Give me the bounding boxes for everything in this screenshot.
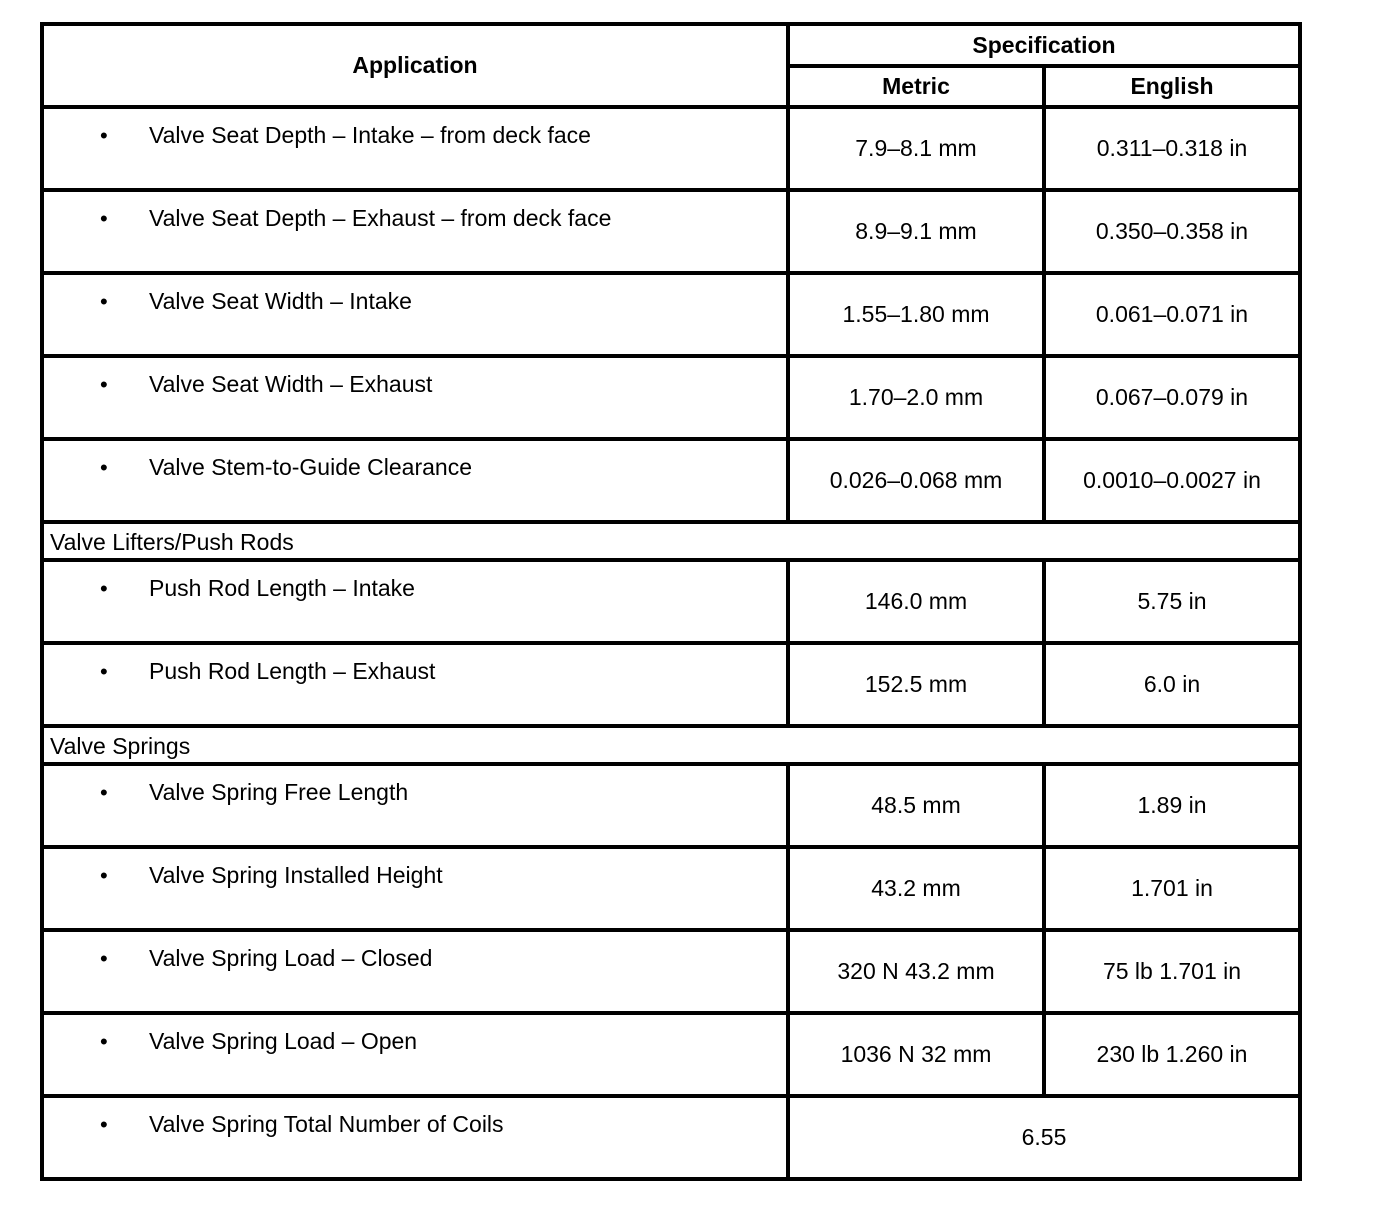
english-cell: 6.0 in [1044, 643, 1300, 726]
metric-cell: 146.0 mm [788, 560, 1044, 643]
coils-value-cell: 6.55 [788, 1096, 1300, 1179]
table-row [42, 847, 1300, 930]
section-title: Valve Springs [42, 726, 1300, 764]
table-row [42, 273, 1300, 356]
bullet-icon: • [100, 1029, 108, 1054]
english-cell: 0.061–0.071 in [1044, 273, 1300, 356]
application-cell: Valve Spring Free Length [149, 779, 409, 805]
header-metric: Metric [788, 66, 1044, 107]
application-cell: Valve Seat Depth – Exhaust – from deck face [149, 205, 612, 231]
header-specification: Specification [788, 24, 1300, 66]
metric-cell: 8.9–9.1 mm [788, 190, 1044, 273]
application-cell: Push Rod Length – Exhaust [149, 658, 436, 684]
metric-cell: 1.55–1.80 mm [788, 273, 1044, 356]
bullet-icon: • [100, 576, 108, 601]
application-cell: Valve Stem-to-Guide Clearance [149, 454, 472, 480]
bullet-icon: • [100, 455, 108, 480]
bullet-icon: • [100, 863, 108, 888]
english-cell: 75 lb 1.701 in [1044, 930, 1300, 1013]
table-row [42, 764, 1300, 847]
metric-cell: 48.5 mm [788, 764, 1044, 847]
english-cell: 1.701 in [1044, 847, 1300, 930]
metric-cell: 7.9–8.1 mm [788, 107, 1044, 190]
english-cell: 0.311–0.318 in [1044, 107, 1300, 190]
table-row [42, 560, 1300, 643]
bullet-icon: • [100, 946, 108, 971]
application-cell: Push Rod Length – Intake [149, 575, 415, 601]
application-cell: Valve Spring Load – Open [149, 1028, 418, 1054]
bullet-icon: • [100, 659, 108, 684]
section-row-springs [42, 726, 1300, 764]
english-cell: 1.89 in [1044, 764, 1300, 847]
metric-cell: 152.5 mm [788, 643, 1044, 726]
header-english: English [1044, 66, 1300, 107]
header-application: Application [42, 24, 788, 107]
section-row-lifters [42, 522, 1300, 560]
section-title: Valve Lifters/Push Rods [42, 522, 1300, 560]
english-cell: 0.0010–0.0027 in [1044, 439, 1300, 522]
english-cell: 5.75 in [1044, 560, 1300, 643]
table-row [42, 930, 1300, 1013]
english-cell: 230 lb 1.260 in [1044, 1013, 1300, 1096]
table-row [42, 107, 1300, 190]
table-row [42, 643, 1300, 726]
metric-cell: 0.026–0.068 mm [788, 439, 1044, 522]
application-cell: Valve Seat Width – Intake [149, 288, 412, 314]
specification-table [40, 22, 1302, 1181]
metric-cell: 1036 N 32 mm [788, 1013, 1044, 1096]
table-row [42, 190, 1300, 273]
table-row [42, 1013, 1300, 1096]
english-cell: 0.350–0.358 in [1044, 190, 1300, 273]
bullet-icon: • [100, 372, 108, 397]
table-row [42, 439, 1300, 522]
metric-cell: 1.70–2.0 mm [788, 356, 1044, 439]
metric-cell: 43.2 mm [788, 847, 1044, 930]
bullet-icon: • [100, 780, 108, 805]
table-row [42, 1096, 1300, 1179]
bullet-icon: • [100, 206, 108, 231]
bullet-icon: • [100, 1112, 108, 1137]
table-row [42, 356, 1300, 439]
application-cell: Valve Spring Installed Height [149, 862, 443, 888]
application-cell: Valve Spring Total Number of Coils [149, 1111, 504, 1137]
metric-cell: 320 N 43.2 mm [788, 930, 1044, 1013]
bullet-icon: • [100, 123, 108, 148]
application-cell: Valve Seat Depth – Intake – from deck face [149, 122, 591, 148]
application-cell: Valve Spring Load – Closed [149, 945, 433, 971]
application-cell: Valve Seat Width – Exhaust [149, 371, 433, 397]
bullet-icon: • [100, 289, 108, 314]
english-cell: 0.067–0.079 in [1044, 356, 1300, 439]
